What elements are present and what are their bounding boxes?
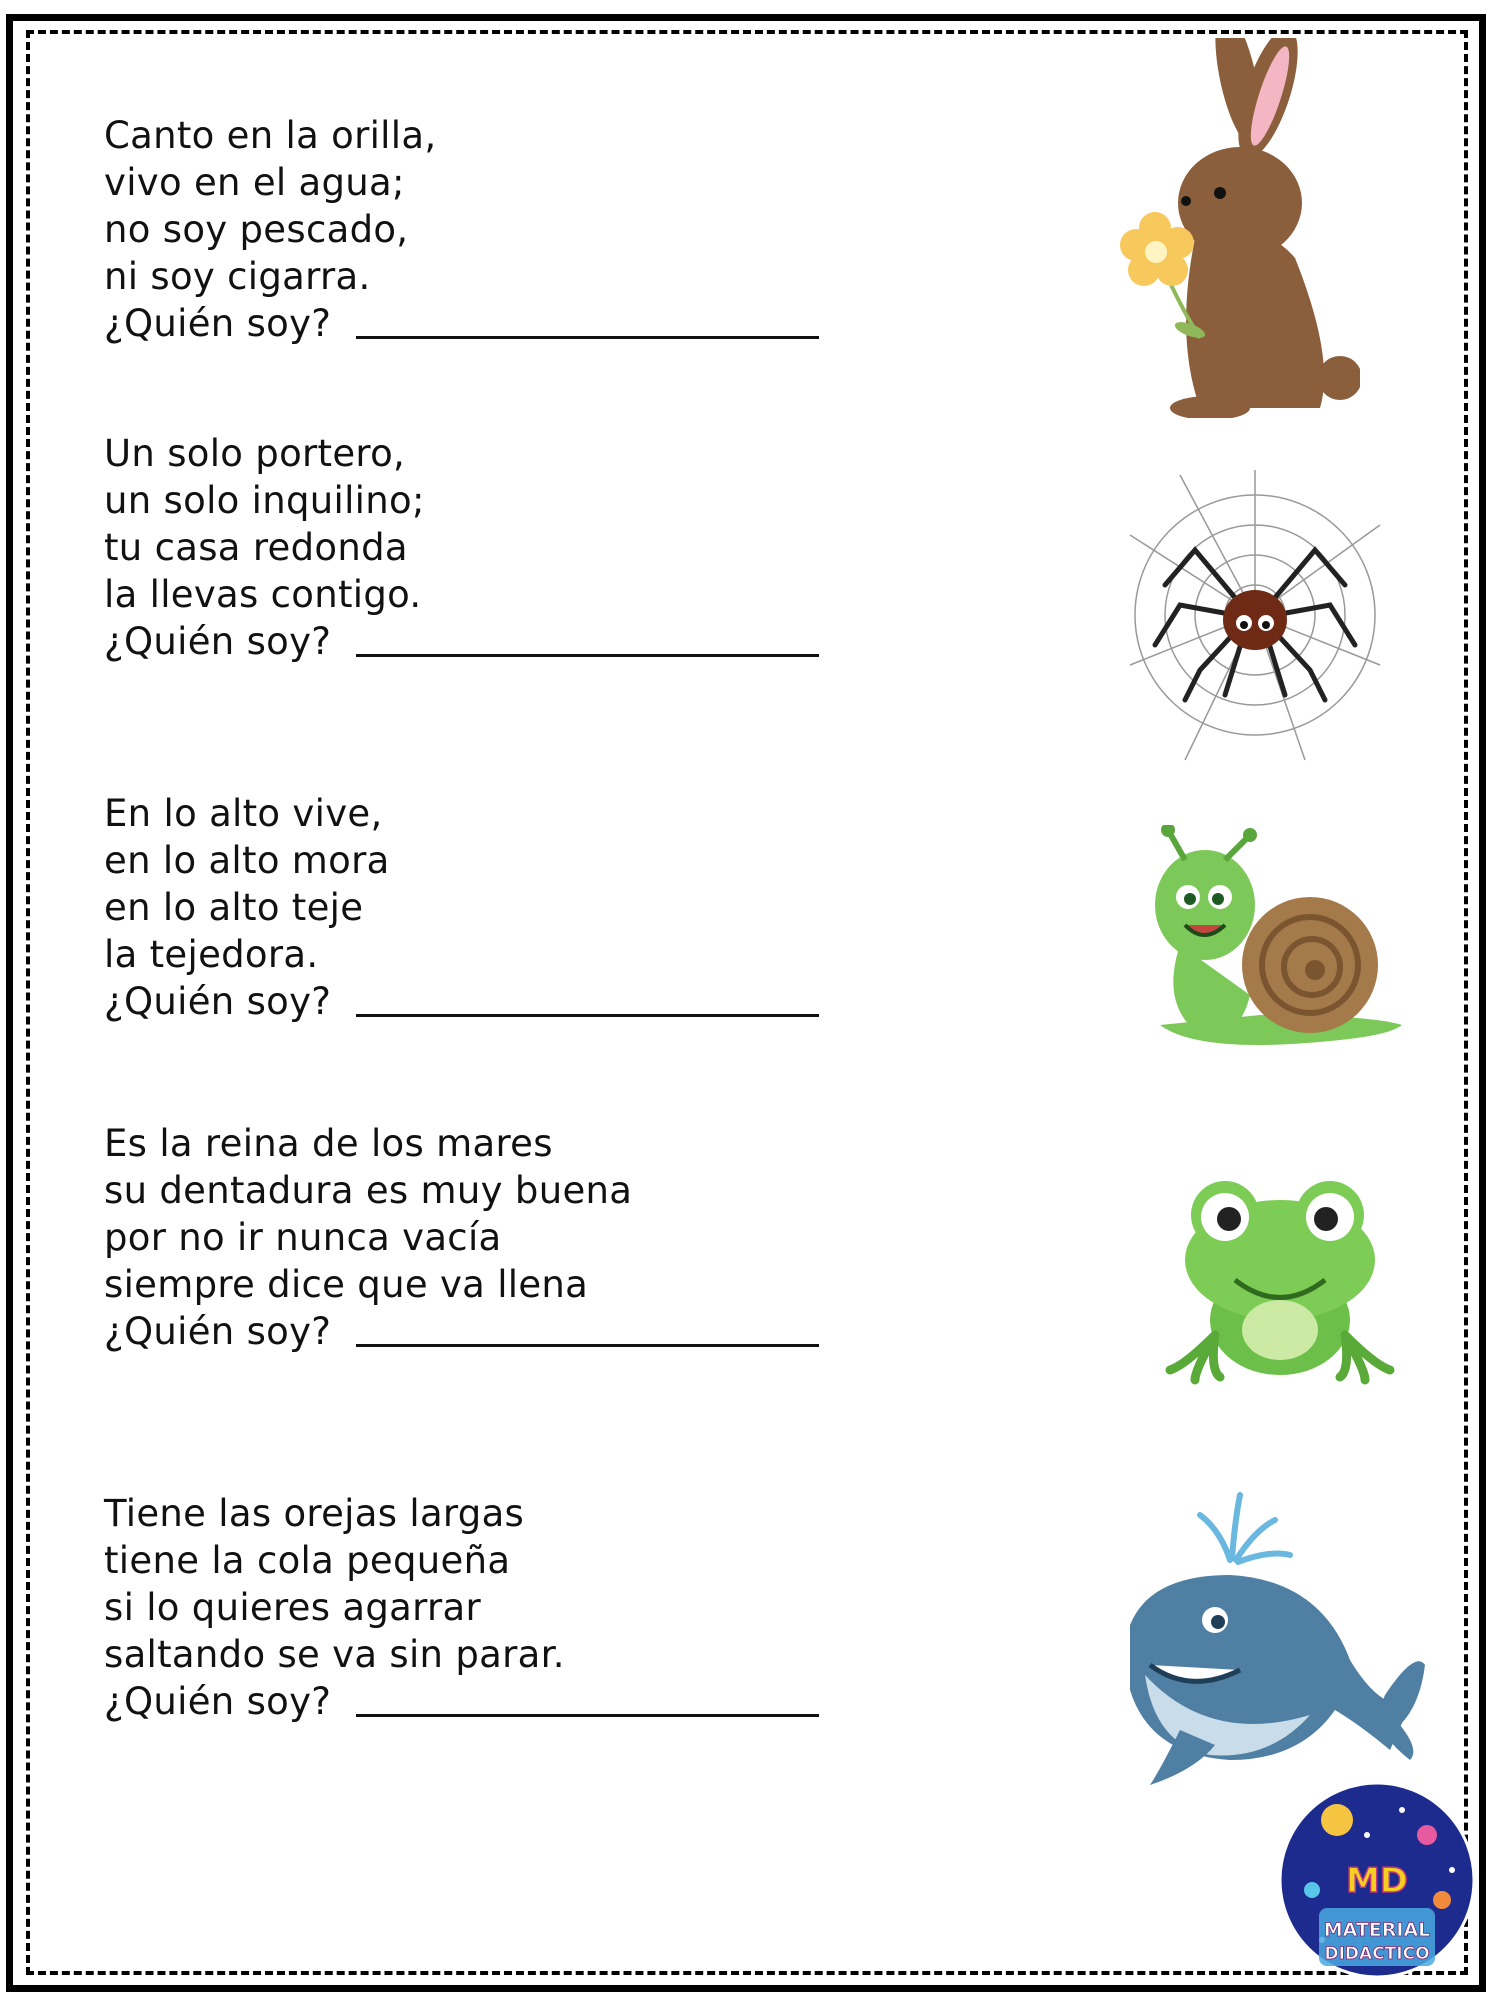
riddle-4 — [104, 1120, 824, 1355]
whale-icon — [1120, 1490, 1430, 1790]
riddle-line: En lo alto vive, — [104, 792, 383, 835]
whale-picture — [1120, 1490, 1430, 1790]
riddle-line: siempre dice que va llena — [104, 1263, 589, 1306]
riddle-line: la llevas contigo. — [104, 573, 422, 616]
question-row — [104, 300, 824, 347]
riddle-line: Tiene las orejas largas — [104, 1492, 525, 1535]
rabbit-picture — [1090, 38, 1360, 418]
riddle-1 — [104, 112, 824, 347]
question-row — [104, 1678, 824, 1725]
question-row — [104, 978, 824, 1025]
answer-blank[interactable] — [356, 654, 819, 657]
logo-badge-icon — [1277, 1780, 1477, 1980]
riddle-line: su dentadura es muy buena — [104, 1169, 633, 1212]
riddle-3 — [104, 790, 824, 1025]
riddle-line: Es la reina de los mares — [104, 1122, 553, 1165]
rabbit-icon — [1090, 38, 1360, 418]
frog-icon — [1165, 1165, 1395, 1385]
riddle-line: Canto en la orilla, — [104, 114, 437, 157]
riddle-line: no soy pescado, — [104, 208, 409, 251]
riddle-line: tiene la cola pequeña — [104, 1539, 511, 1582]
question-label: ¿Quién soy? — [104, 620, 332, 663]
riddle-line: un solo inquilino; — [104, 479, 425, 522]
riddle-line: la tejedora. — [104, 933, 319, 976]
riddle-line: en lo alto teje — [104, 886, 364, 929]
riddle-line: en lo alto mora — [104, 839, 390, 882]
frog-picture — [1165, 1165, 1395, 1385]
material-didactico-logo — [1277, 1780, 1477, 1980]
question-label: ¿Quién soy? — [104, 1680, 332, 1723]
logo-initials: MD — [1345, 1861, 1409, 1901]
question-label: ¿Quién soy? — [104, 302, 332, 345]
riddle-line: por no ir nunca vacía — [104, 1216, 502, 1259]
riddle-line: Un solo portero, — [104, 432, 406, 475]
riddle-2 — [104, 430, 824, 665]
riddle-line: tu casa redonda — [104, 526, 408, 569]
logo-line-1: MATERIAL — [1323, 1919, 1431, 1941]
snail-icon — [1140, 825, 1410, 1065]
answer-blank[interactable] — [356, 1014, 819, 1017]
riddle-line: ni soy cigarra. — [104, 255, 371, 298]
riddle-line: saltando se va sin parar. — [104, 1633, 565, 1676]
riddle-line: si lo quieres agarrar — [104, 1586, 481, 1629]
question-row — [104, 1308, 824, 1355]
spider-picture — [1125, 465, 1385, 765]
question-label: ¿Quién soy? — [104, 1310, 332, 1353]
question-label: ¿Quién soy? — [104, 980, 332, 1023]
answer-blank[interactable] — [356, 1344, 819, 1347]
riddle-line: vivo en el agua; — [104, 161, 405, 204]
question-row — [104, 618, 824, 665]
snail-picture — [1140, 825, 1410, 1065]
answer-blank[interactable] — [356, 336, 819, 339]
spider-icon — [1125, 465, 1385, 765]
answer-blank[interactable] — [356, 1714, 819, 1717]
riddle-5 — [104, 1490, 824, 1725]
logo-line-2: DIDACTICO — [1324, 1944, 1430, 1964]
